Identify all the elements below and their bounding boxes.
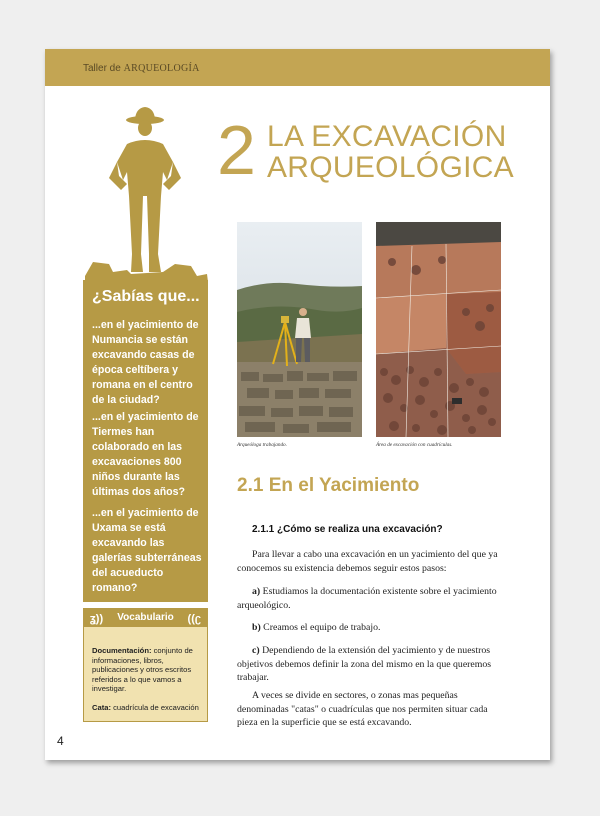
vocabulary-box: [83, 608, 208, 722]
step-label: a): [252, 586, 261, 597]
archaeologist-photo: [237, 222, 362, 437]
step-label: c): [252, 645, 260, 656]
step-paragraph: [237, 644, 507, 685]
vocabulary-entry: [92, 646, 202, 694]
step-paragraph: [237, 585, 507, 612]
did-you-know-box: [83, 280, 208, 602]
step-text: Estudiamos la documentación existente sobre el yacimiento arqueológico.: [237, 586, 497, 611]
sidebar-fact: ...en el yacimiento de Numancia se están excavando casas de época celtíbera y romana en el centro de la ciudad?: [92, 319, 199, 406]
header-prefix: Taller de: [83, 63, 121, 74]
left-photo-caption: Arqueóloga trabajando.: [237, 442, 287, 448]
vocabulary-definition: cuadrícula de excavación: [113, 702, 199, 712]
chapter-title: [267, 121, 514, 183]
speaker-right-icon: ((ʗ: [187, 613, 201, 625]
archaeologist-silhouette-icon: [83, 104, 213, 284]
chapter-number: 2: [217, 111, 256, 189]
header-subject: ARQUEOLOGÍA: [123, 63, 200, 74]
chapter-title-line2: ARQUEOLÓGICA: [267, 151, 514, 184]
vocabulary-term: Cata:: [92, 702, 111, 712]
step-text: Creamos el equipo de trabajo.: [263, 622, 381, 633]
sidebar-fact: ...en el yacimiento de Uxama se está excavando las galerías subterráneas del acueducto romano?: [92, 507, 202, 594]
sidebar-heading: ¿Sabías que...: [92, 288, 200, 305]
sidebar-fact: ...en el yacimiento de Tiermes han colaborado en las excavaciones 800 niños durante las últimas dos años?: [92, 411, 199, 498]
running-header: [83, 63, 200, 74]
step-paragraph: [237, 621, 507, 635]
vocabulary-header: [84, 609, 207, 627]
chapter-title-line1: LA EXCAVACIÓN: [267, 120, 507, 153]
vocabulary-definition: conjunto de informaciones, libros, publicaciones y otros escritos referidos a lo que vamos a investigar.: [92, 646, 193, 693]
vocabulary-body: [92, 646, 202, 721]
excavation-area-photo: [376, 222, 501, 437]
step-text: Dependiendo de la extensión del yacimiento y de nuestros objetivos debemos definir la zona del mismo en la que queremos trabajar.: [237, 645, 492, 683]
subsection-title: 2.1.1 ¿Cómo se realiza una excavación?: [252, 524, 443, 535]
header-band: [45, 49, 550, 86]
speaker-left-icon: ʓ)): [90, 613, 104, 625]
document-page: [45, 49, 550, 760]
vocabulary-heading: Vocabulario: [117, 612, 174, 623]
section-title: 2.1 En el Yacimiento: [237, 475, 420, 496]
right-photo-caption: Área de excavación con cuadrículas.: [376, 442, 453, 448]
vocabulary-term: Documentación:: [92, 646, 152, 655]
closing-paragraph: A veces se divide en sectores, o zonas mas pequeñas denominadas "catas" o cuadrículas que nos permiten situar cada pieza en la superficie que se está excavando.: [237, 690, 488, 728]
step-label: b): [252, 622, 261, 633]
vocabulary-entry: [92, 703, 202, 713]
page-number: 4: [57, 734, 64, 748]
intro-paragraph: Para llevar a cabo una excavación en un yacimiento del que ya conocemos su existencia debemos seguir estos pasos:: [237, 549, 498, 574]
